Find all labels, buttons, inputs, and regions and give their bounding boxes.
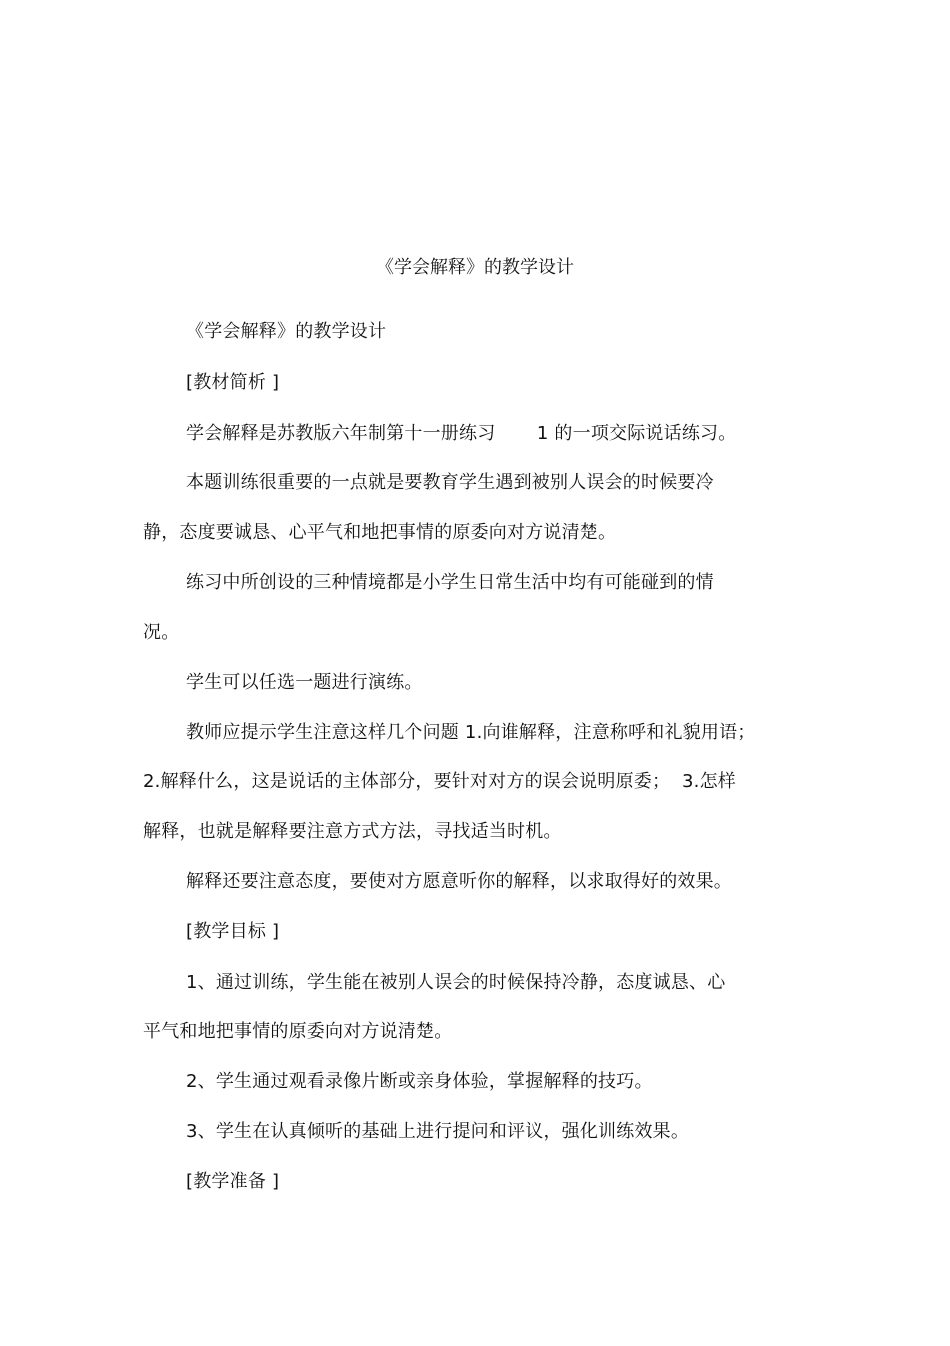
document-subtitle: 《学会解释》的教学设计 xyxy=(186,321,387,342)
section-heading-goals: [教学目标 ] xyxy=(186,921,280,942)
section-heading-prep: [教学准备 ] xyxy=(186,1171,280,1192)
paragraph-line: 学生可以任选一题进行演练。 xyxy=(186,672,423,693)
paragraph-line: 教师应提示学生注意这样几个问题 1.向谁解释，注意称呼和礼貌用语； xyxy=(186,722,756,743)
goal-item: 3、学生在认真倾听的基础上进行提问和评议，强化训练效果。 xyxy=(186,1121,690,1142)
document-title: 《学会解释》的教学设计 xyxy=(376,257,574,278)
goal-item: 1、通过训练，学生能在被别人误会的时候保持冷静，态度诚恳、心 xyxy=(186,972,726,993)
section-heading-material: [教材简析 ] xyxy=(186,372,280,393)
paragraph-line: 练习中所创设的三种情境都是小学生日常生活中均有可能碰到的情 xyxy=(186,572,714,593)
paragraph-line: 本题训练很重要的一点就是要教育学生遇到被别人误会的时候要冷 xyxy=(186,472,714,493)
paragraph-line: 解释，也就是解释要注意方式方法，寻找适当时机。 xyxy=(143,821,562,842)
paragraph-line: 解释还要注意态度，要使对方愿意听你的解释，以求取得好的效果。 xyxy=(186,871,732,892)
goal-item: 2、学生通过观看录像片断或亲身体验，掌握解释的技巧。 xyxy=(186,1071,653,1092)
paragraph-line: 静，态度要诚恳、心平气和地把事情的原委向对方说清楚。 xyxy=(143,522,617,543)
paragraph-line: 2.解释什么，这是说话的主体部分，要针对对方的误会说明原委； 3.怎样 xyxy=(143,771,736,792)
goal-item-continued: 平气和地把事情的原委向对方说清楚。 xyxy=(143,1021,453,1042)
paragraph-line: 学会解释是苏教版六年制第十一册练习 1 的一项交际说话练习。 xyxy=(186,423,737,444)
paragraph-line: 况。 xyxy=(143,622,180,643)
